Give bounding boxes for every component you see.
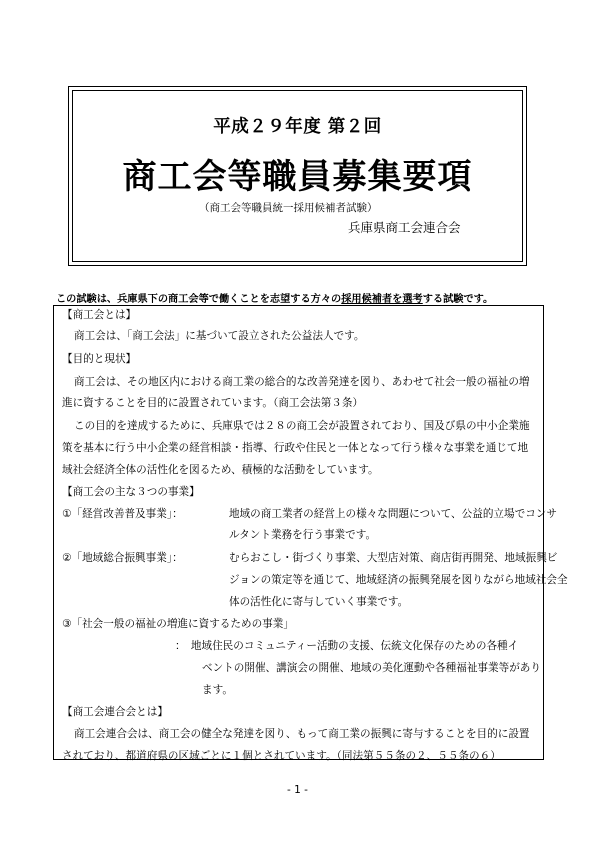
intro-statement bbox=[56, 290, 546, 305]
purpose-paragraph1-line2: 進に資することを目的に設置されています。（商工会法第３条） bbox=[62, 397, 364, 409]
section-heading-federation: 【商工会連合会とは】 bbox=[62, 706, 168, 718]
federation-text-line1: 商工会連合会は、商工会の健全な発達を図り、もって商工業の振興に寄与することを目的に設置 bbox=[74, 728, 530, 740]
intro-text-before: この試験は、兵庫県下の商工会等で働くことを志望する方々の bbox=[56, 294, 342, 305]
title-box bbox=[68, 86, 527, 266]
purpose-paragraph2-line1: この目的を達成するために、兵庫県では２８の商工会が設置されており、国及び県の中小企業施 bbox=[74, 420, 530, 432]
page-title: 商工会等職員募集要項 bbox=[122, 157, 473, 197]
federation-text-line2: されており、都道府県の区域ごとに１個とされています。（同法第５５条の２、５５条の６） bbox=[62, 750, 501, 762]
business-item-1-label: ①「経営改善普及事業」： bbox=[62, 508, 183, 520]
purpose-paragraph1-line1: 商工会は、その地区内における商工業の総合的な改善発達を図り、あわせて社会一般の福祉の増 bbox=[74, 376, 530, 388]
business-item-2-line3: 体の活性化に寄与していく事業です。 bbox=[229, 596, 409, 608]
content-box bbox=[53, 305, 568, 762]
business-item-2-line1: むらおこし・街づくり事業、大型店対策、商店街再開発、地域振興ビ bbox=[229, 552, 558, 564]
issuing-organization: 兵庫県商工会連合会 bbox=[348, 220, 461, 235]
section-heading-purpose: 【目的と現状】 bbox=[62, 353, 137, 365]
purpose-paragraph2-line3: 域社会経済全体の活性化を図るため、積極的な活動をしています。 bbox=[62, 464, 379, 476]
page-number: - 1 - bbox=[287, 784, 308, 796]
intro-text-after: する試験です。 bbox=[422, 294, 494, 305]
intro-text-underlined: 採用候補者を選考 bbox=[341, 294, 423, 305]
business-item-2-line2: ジョンの策定等を通じて、地域経済の振興発展を図りながら地域社会全 bbox=[229, 574, 568, 586]
about-shokokai-text: 商工会は、「商工会法」に基づいて設立された公益法人です。 bbox=[74, 330, 365, 342]
exam-year-round: 平成２９年度 第２回 bbox=[213, 117, 382, 137]
section-heading-about-shokokai: 【商工会とは】 bbox=[62, 309, 137, 321]
business-item-3-line2: ベントの開催、講演会の開催、地域の美化運動や各種福祉事業等があり bbox=[202, 662, 541, 674]
title-subtitle: （商工会等職員統一採用候補者試験） bbox=[199, 202, 378, 214]
business-item-3-label: ③「社会一般の福祉の増進に資するための事業」 bbox=[62, 618, 294, 630]
business-item-1-line2: ルタント業務を行う事業です。 bbox=[229, 529, 377, 541]
purpose-paragraph2-line2: 策を基本に行う中小企業の経営相談・指導、行政や住民と一体となって行う様々な事業を通じて地 bbox=[62, 442, 529, 454]
business-item-2-label: ②「地域総合振興事業」： bbox=[62, 552, 183, 564]
section-heading-main-businesses: 【商工会の主な３つの事業】 bbox=[62, 486, 200, 498]
business-item-3-line3: ます。 bbox=[202, 684, 233, 696]
business-item-1-line1: 地域の商工業者の経営上の様々な問題について、公益的立場でコンサ bbox=[229, 508, 557, 520]
business-item-3-line1: ： 地域住民のコミュニティー活動の支援、伝統文化保存のための各種イ bbox=[175, 640, 519, 652]
